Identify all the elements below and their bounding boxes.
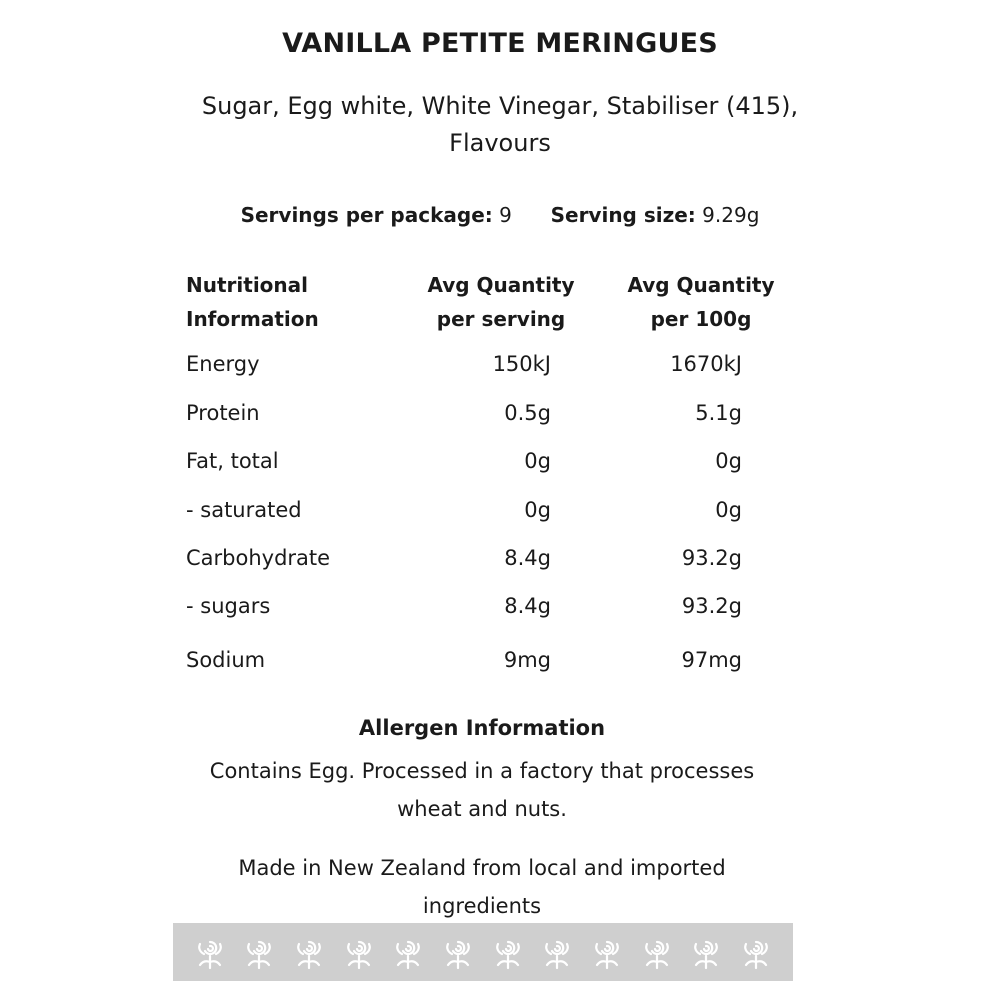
nutrient-per-100g: 1670kJ bbox=[670, 352, 742, 376]
rose-icon bbox=[589, 932, 625, 972]
servings-per-package-label: Servings per package: bbox=[240, 203, 493, 227]
decorative-footer-band bbox=[173, 923, 793, 981]
servings-per-package-value: 9 bbox=[499, 203, 512, 227]
rose-icon bbox=[490, 932, 526, 972]
nutrient-per-100g: 0g bbox=[715, 498, 742, 522]
rose-icon bbox=[688, 932, 724, 972]
rose-icon bbox=[341, 932, 377, 972]
rose-icon bbox=[440, 932, 476, 972]
rose-icon bbox=[192, 932, 228, 972]
nutrient-per-serving: 8.4g bbox=[504, 546, 551, 570]
rose-icon bbox=[241, 932, 277, 972]
nutrient-per-serving: 0.5g bbox=[504, 401, 551, 425]
nutrition-row bbox=[186, 494, 806, 526]
nutrition-row bbox=[186, 644, 806, 676]
nutrient-per-100g: 93.2g bbox=[681, 546, 742, 570]
product-title: VANILLA PETITE MERINGUES bbox=[282, 28, 718, 59]
allergen-text: Contains Egg. Processed in a factory that processes wheat and nuts. bbox=[209, 759, 755, 821]
nutrient-per-100g: 0g bbox=[715, 449, 742, 473]
nutrition-header-info: Nutritional Information bbox=[186, 273, 319, 331]
nutrition-row bbox=[186, 348, 806, 380]
origin-statement: Made in New Zealand from local and imported ingredients bbox=[238, 856, 726, 918]
serving-size-value: 9.29g bbox=[702, 203, 760, 227]
nutrient-per-serving: 0g bbox=[524, 498, 551, 522]
allergen-title: Allergen Information bbox=[358, 716, 606, 740]
nutrient-per-100g: 97mg bbox=[681, 648, 742, 672]
ingredients-list: Sugar, Egg white, White Vinegar, Stabiliser (415), Flavours bbox=[201, 92, 799, 157]
nutrition-header-per-100g: Avg Quantity per 100g bbox=[627, 273, 775, 331]
nutrient-per-100g: 93.2g bbox=[681, 594, 742, 618]
serving-size-label: Serving size: bbox=[550, 203, 696, 227]
nutrient-name: Energy bbox=[186, 352, 260, 376]
rose-icon bbox=[539, 932, 575, 972]
rose-icon bbox=[291, 932, 327, 972]
rose-icon bbox=[639, 932, 675, 972]
rose-icon bbox=[738, 932, 774, 972]
nutrient-per-serving: 0g bbox=[524, 449, 551, 473]
nutrient-name: - saturated bbox=[186, 498, 302, 522]
nutrient-name: Protein bbox=[186, 401, 260, 425]
nutrition-row bbox=[186, 590, 806, 622]
nutrient-per-serving: 150kJ bbox=[492, 352, 551, 376]
rose-icon bbox=[390, 932, 426, 972]
nutrient-per-serving: 9mg bbox=[503, 648, 551, 672]
nutrient-name: Sodium bbox=[186, 648, 266, 672]
nutrient-name: Fat, total bbox=[186, 449, 279, 473]
nutrient-name: Carbohydrate bbox=[186, 546, 331, 570]
nutrition-header-per-serving: Avg Quantity per serving bbox=[427, 273, 575, 331]
nutrition-row bbox=[186, 445, 806, 477]
nutrient-per-100g: 5.1g bbox=[695, 401, 742, 425]
nutrition-row bbox=[186, 542, 806, 574]
nutrient-per-serving: 8.4g bbox=[504, 594, 551, 618]
nutrient-name: - sugars bbox=[186, 594, 271, 618]
servings-info bbox=[0, 203, 1000, 227]
nutrition-row bbox=[186, 397, 806, 429]
